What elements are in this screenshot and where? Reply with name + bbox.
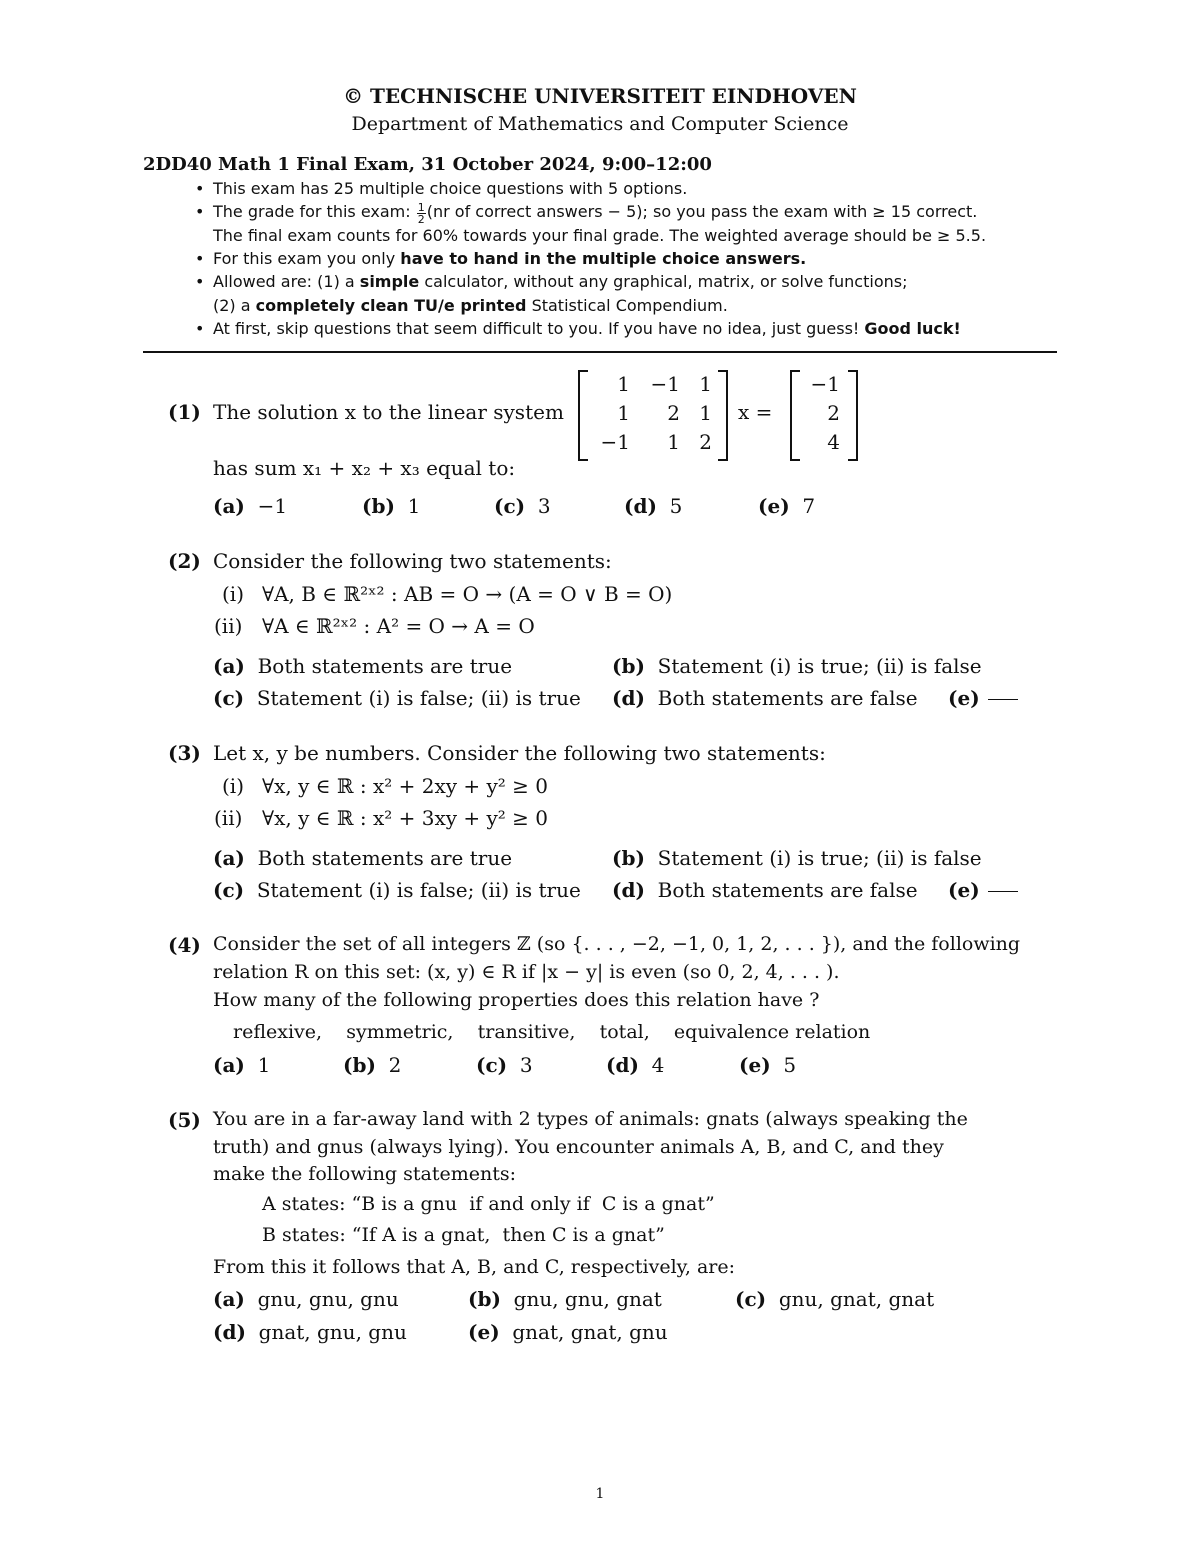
q2-text: Consider the following two statements:	[213, 549, 612, 573]
q2-statement-2-label: (ii)	[214, 614, 243, 638]
q1-text-2: has sum x₁ + x₂ + x₃ equal to:	[213, 456, 516, 480]
q5-statement-a: A states: “B is a gnu if and only if C is a gnat”	[262, 1193, 715, 1215]
q2-option-c: (c) Statement (i) is false; (ii) is true	[213, 686, 581, 710]
q3-option-d: (d) Both statements are false	[612, 878, 918, 902]
q4-option-e: (e) 5	[739, 1053, 797, 1077]
q1-option-a: (a) −1	[213, 494, 288, 518]
q1-number: (1)	[168, 400, 201, 424]
header-divider	[143, 351, 1057, 353]
instruction-4-cont: (2) a completely clean TU/e printed Statistical Compendium.	[213, 296, 728, 315]
q4-number: (4)	[168, 933, 201, 957]
q5-line-3: make the following statements:	[213, 1163, 517, 1185]
instruction-3: • For this exam you only have to hand in the multiple choice answers.	[195, 249, 807, 268]
q5-option-a: (a) gnu, gnu, gnu	[213, 1287, 399, 1311]
matrix-row: 1 −1 1	[617, 372, 712, 396]
bullet-icon: •	[195, 179, 205, 198]
q1-option-c: (c) 3	[494, 494, 551, 518]
q3-option-c: (c) Statement (i) is false; (ii) is true	[213, 878, 581, 902]
q1-option-d: (d) 5	[624, 494, 683, 518]
q3-text: Let x, y be numbers. Consider the following two statements:	[213, 741, 826, 765]
q2-option-e: (e)	[948, 686, 1018, 710]
q5-option-e: (e) gnat, gnat, gnu	[468, 1320, 668, 1344]
q2-number: (2)	[168, 549, 201, 573]
q5-option-b: (b) gnu, gnu, gnat	[468, 1287, 662, 1311]
q1-option-b: (b) 1	[362, 494, 421, 518]
q5-option-c: (c) gnu, gnat, gnat	[735, 1287, 935, 1311]
bullet-icon: •	[195, 319, 205, 338]
q3-statement-2: ∀x, y ∈ ℝ : x² + 3xy + y² ≥ 0	[262, 806, 549, 830]
blank-line	[988, 891, 1018, 892]
q4-line-3: How many of the following properties does this relation have ?	[213, 989, 820, 1011]
q5-line-2: truth) and gnus (always lying). You encounter animals A, B, and C, and they	[213, 1136, 944, 1158]
q3-option-a: (a) Both statements are true	[213, 846, 513, 870]
matrix-row: 1 2 1	[617, 401, 712, 425]
department-name: Department of Mathematics and Computer Science	[351, 113, 849, 135]
q4-option-b: (b) 2	[343, 1053, 402, 1077]
q4-option-c: (c) 3	[476, 1053, 533, 1077]
q3-option-b: (b) Statement (i) is true; (ii) is false	[612, 846, 982, 870]
university-heading	[0, 84, 1200, 108]
instruction-1: • This exam has 25 multiple choice questions with 5 options.	[195, 179, 688, 198]
q4-line-1: Consider the set of all integers ℤ (so {. . . , −2, −1, 0, 1, 2, . . . }), and the following	[213, 933, 1021, 955]
exam-title: 2DD40 Math 1 Final Exam, 31 October 2024, 9:00–12:00	[143, 154, 712, 175]
q3-number: (3)	[168, 741, 201, 765]
bullet-icon: •	[195, 249, 205, 268]
half-fraction: $\frac{1}{2}$	[417, 201, 425, 226]
q1-x-equals: x =	[738, 400, 773, 424]
instruction-2-cont: The final exam counts for 60% towards your final grade. The weighted average should be ≥ 5.5.	[213, 226, 987, 245]
q1-rhs-vector: −1 2 4	[790, 370, 858, 457]
copyright-mark: ©	[343, 84, 364, 108]
instruction-2: • The grade for this exam: $\frac{1}{2}$ (nr of correct answers − 5); so you pass the exam with ≥ 15 correct.	[195, 201, 978, 226]
q1-coefficient-matrix	[578, 370, 728, 457]
q2-statement-1-label: (i)	[222, 582, 245, 606]
q3-statement-1: ∀x, y ∈ ℝ : x² + 2xy + y² ≥ 0	[262, 774, 549, 798]
instruction-5: • At first, skip questions that seem difficult to you. If you have no idea, just guess! Good luck!	[195, 319, 961, 338]
q3-statement-1-label: (i)	[222, 774, 245, 798]
instruction-4: • Allowed are: (1) a simple calculator, without any graphical, matrix, or solve functions;	[195, 272, 908, 291]
q4-option-a: (a) 1	[213, 1053, 271, 1077]
q2-option-a: (a) Both statements are true	[213, 654, 513, 678]
matrix-row: −1 1 2	[600, 430, 712, 454]
q3-option-e: (e)	[948, 878, 1018, 902]
q5-option-d: (d) gnat, gnu, gnu	[213, 1320, 407, 1344]
bullet-icon: •	[195, 202, 205, 221]
q3-statement-2-label: (ii)	[214, 806, 243, 830]
q5-line-1: You are in a far-away land with 2 types of animals: gnats (always speaking the	[213, 1108, 968, 1130]
q4-line-2: relation R on this set: (x, y) ∈ R if |x − y| is even (so 0, 2, 4, . . . ).	[213, 961, 840, 983]
q5-number: (5)	[168, 1108, 201, 1132]
q2-option-b: (b) Statement (i) is true; (ii) is false	[612, 654, 982, 678]
blank-line	[988, 699, 1018, 700]
q2-option-d: (d) Both statements are false	[612, 686, 918, 710]
q1-text: The solution x to the linear system	[213, 400, 564, 424]
q4-option-d: (d) 4	[606, 1053, 665, 1077]
university-name: TECHNISCHE UNIVERSITEIT EINDHOVEN	[370, 84, 857, 108]
q5-line-4: From this it follows that A, B, and C, respectively, are:	[213, 1256, 736, 1278]
q2-statement-2: ∀A ∈ ℝ²ˣ² : A² = O → A = O	[262, 614, 535, 638]
q5-statement-b: B states: “If A is a gnat, then C is a gnat”	[262, 1224, 665, 1246]
page-number: 1	[595, 1486, 605, 1502]
q1-option-e: (e) 7	[758, 494, 816, 518]
q2-statement-1: ∀A, B ∈ ℝ²ˣ² : AB = O → (A = O ∨ B = O)	[262, 582, 673, 606]
q4-properties: reflexive, symmetric, transitive, total, equivalence relation	[233, 1021, 871, 1043]
bullet-icon: •	[195, 272, 205, 291]
